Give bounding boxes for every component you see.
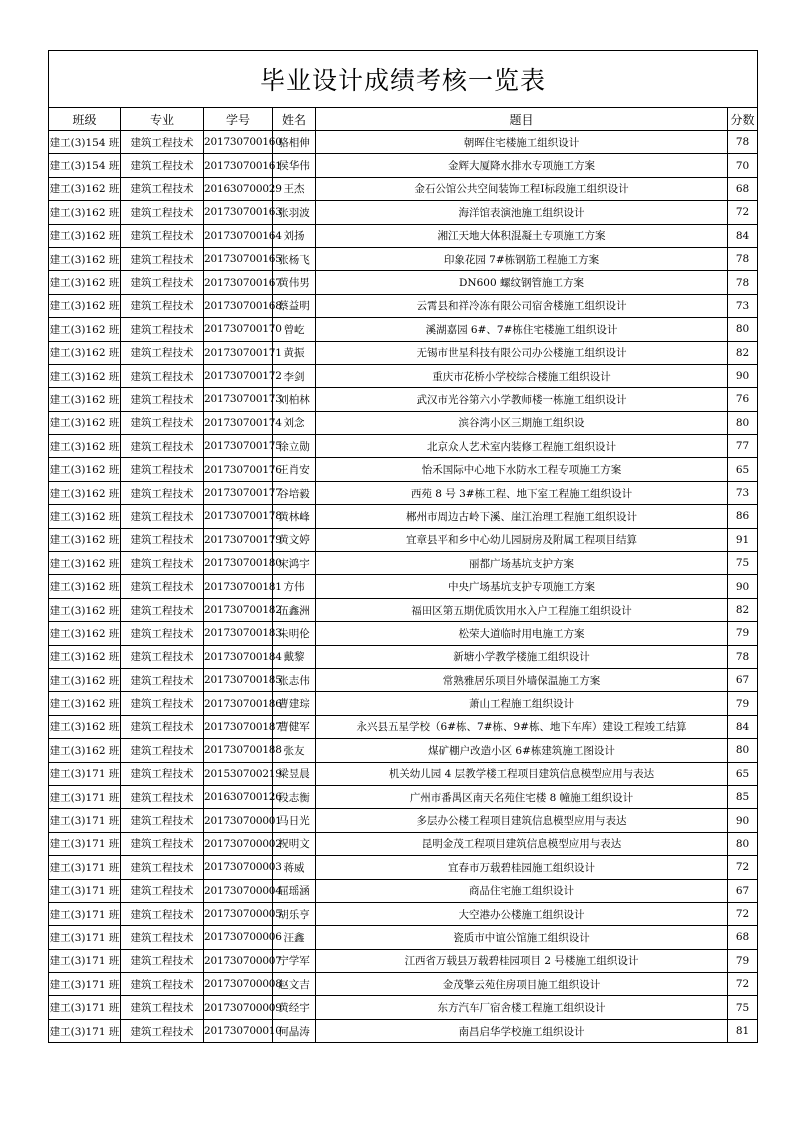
table-row [49,177,758,200]
cell-score: 91 [728,528,758,551]
cell-topic: 东方汽车厂宿舍楼工程施工组织设计 [316,996,728,1019]
cell-student-no: 201730700179 [204,528,273,551]
cell-student-no: 201730700008 [204,973,273,996]
cell-student-no: 201530700219 [204,762,273,785]
cell-score: 86 [728,505,758,528]
cell-name: 刘柏林 [273,388,316,411]
cell-name: 黄振 [273,341,316,364]
table-row [49,949,758,972]
cell-topic: 瓷质市中谊公馆施工组织设计 [316,926,728,949]
cell-name: 曹建琮 [273,692,316,715]
table-row [49,832,758,855]
table-row [49,785,758,808]
cell-score: 84 [728,715,758,738]
table-row [49,201,758,224]
cell-topic: 萧山工程施工组织设计 [316,692,728,715]
cell-name: 祝明文 [273,832,316,855]
cell-student-no: 201630700029 [204,177,273,200]
table-row [49,715,758,738]
cell-major: 建筑工程技术 [121,996,204,1019]
cell-name: 王肖安 [273,458,316,481]
cell-score: 84 [728,224,758,247]
cell-score: 68 [728,177,758,200]
cell-class: 建工(3)171 班 [49,785,121,808]
cell-score: 75 [728,996,758,1019]
cell-score: 78 [728,645,758,668]
cell-major: 建筑工程技术 [121,832,204,855]
cell-score: 77 [728,435,758,458]
cell-major: 建筑工程技术 [121,809,204,832]
cell-topic: 郴州市周边古岭下溪、崖江治理工程施工组织设计 [316,505,728,528]
cell-topic: 西苑 8 号 3#栋工程、地下室工程施工组织设计 [316,481,728,504]
cell-score: 73 [728,481,758,504]
cell-student-no: 201730700181 [204,575,273,598]
table-row [49,879,758,902]
cell-class: 建工(3)162 班 [49,622,121,645]
cell-major: 建筑工程技术 [121,505,204,528]
cell-topic: 溪湖嘉园 6#、7#栋住宅楼施工组织设计 [316,318,728,341]
cell-topic: 江西省万载县万载碧桂园项目 2 号楼施工组织设计 [316,949,728,972]
cell-student-no: 201730700002 [204,832,273,855]
cell-major: 建筑工程技术 [121,271,204,294]
cell-topic: 南昌启华学校施工组织设计 [316,1019,728,1042]
cell-student-no: 201730700007 [204,949,273,972]
cell-name: 胡乐亨 [273,902,316,925]
cell-topic: 广州市番禺区南天名苑住宅楼 8 幢施工组织设计 [316,785,728,808]
cell-name: 张杨飞 [273,247,316,270]
cell-class: 建工(3)171 班 [49,949,121,972]
cell-topic: 北京众人艺术室内装修工程施工组织设计 [316,435,728,458]
cell-major: 建筑工程技术 [121,481,204,504]
cell-topic: 多层办公楼工程项目建筑信息模型应用与表达 [316,809,728,832]
cell-topic: 湘江天地大体积混凝土专项施工方案 [316,224,728,247]
cell-major: 建筑工程技术 [121,926,204,949]
cell-score: 80 [728,411,758,434]
cell-name: 蒋威 [273,856,316,879]
cell-student-no: 201730700163 [204,201,273,224]
cell-student-no: 201730700183 [204,622,273,645]
table-row [49,505,758,528]
table-row [49,341,758,364]
table-row [49,411,758,434]
cell-topic: 丽都广场基坑支护方案 [316,552,728,575]
cell-score: 90 [728,575,758,598]
cell-major: 建筑工程技术 [121,458,204,481]
table-row [49,294,758,317]
cell-name: 徐立勋 [273,435,316,458]
cell-class: 建工(3)162 班 [49,341,121,364]
cell-score: 81 [728,1019,758,1042]
table-row [49,973,758,996]
cell-topic: 金石公馆公共空间装饰工程Ⅰ标段施工组织设计 [316,177,728,200]
cell-name: 黄林峰 [273,505,316,528]
cell-name: 黄伟男 [273,271,316,294]
cell-student-no: 201730700173 [204,388,273,411]
cell-score: 90 [728,364,758,387]
cell-class: 建工(3)162 班 [49,411,121,434]
table-row [49,622,758,645]
cell-topic: 无锡市世星科技有限公司办公楼施工组织设计 [316,341,728,364]
cell-student-no: 201730700180 [204,552,273,575]
cell-score: 78 [728,247,758,270]
cell-major: 建筑工程技术 [121,411,204,434]
table-row [49,692,758,715]
cell-class: 建工(3)171 班 [49,762,121,785]
cell-major: 建筑工程技术 [121,224,204,247]
cell-score: 78 [728,271,758,294]
cell-class: 建工(3)162 班 [49,645,121,668]
cell-name: 曾屹 [273,318,316,341]
cell-topic: 宜章县平和乡中心幼儿园厨房及附属工程项目结算 [316,528,728,551]
table-row [49,131,758,154]
cell-student-no: 201730700174 [204,411,273,434]
table-row [49,809,758,832]
table-row [49,364,758,387]
cell-topic: 常熟雅居乐项目外墙保温施工方案 [316,668,728,691]
header-topic: 题目 [316,108,728,131]
cell-major: 建筑工程技术 [121,294,204,317]
table-row [49,668,758,691]
cell-class: 建工(3)162 班 [49,739,121,762]
cell-student-no: 201730700165 [204,247,273,270]
cell-student-no: 201730700188 [204,739,273,762]
cell-topic: 松荣大道临时用电施工方案 [316,622,728,645]
cell-major: 建筑工程技术 [121,739,204,762]
cell-score: 79 [728,622,758,645]
table-row [49,575,758,598]
cell-major: 建筑工程技术 [121,856,204,879]
cell-class: 建工(3)162 班 [49,247,121,270]
cell-major: 建筑工程技术 [121,762,204,785]
cell-major: 建筑工程技术 [121,902,204,925]
cell-class: 建工(3)162 班 [49,505,121,528]
table-row [49,926,758,949]
cell-name: 李剑 [273,364,316,387]
cell-student-no: 201730700010 [204,1019,273,1042]
cell-name: 侯华伟 [273,154,316,177]
cell-student-no: 201730700184 [204,645,273,668]
cell-class: 建工(3)162 班 [49,458,121,481]
cell-score: 75 [728,552,758,575]
cell-score: 79 [728,949,758,972]
cell-major: 建筑工程技术 [121,341,204,364]
cell-class: 建工(3)162 班 [49,552,121,575]
cell-class: 建工(3)162 班 [49,481,121,504]
cell-class: 建工(3)171 班 [49,809,121,832]
header-major: 专业 [121,108,204,131]
cell-student-no: 201730700164 [204,224,273,247]
cell-name: 梁昱晨 [273,762,316,785]
cell-student-no: 201730700168 [204,294,273,317]
table-row [49,552,758,575]
cell-name: 张羽波 [273,201,316,224]
title-row [49,51,758,108]
cell-name: 宋鸿宇 [273,552,316,575]
cell-name: 段志衡 [273,785,316,808]
cell-student-no: 201730700172 [204,364,273,387]
cell-score: 68 [728,926,758,949]
header-class: 班级 [49,108,121,131]
cell-name: 谷培毅 [273,481,316,504]
cell-score: 90 [728,809,758,832]
cell-topic: 昆明金茂工程项目建筑信息模型应用与表达 [316,832,728,855]
cell-major: 建筑工程技术 [121,201,204,224]
cell-class: 建工(3)171 班 [49,902,121,925]
cell-score: 85 [728,785,758,808]
cell-name: 张志伟 [273,668,316,691]
cell-major: 建筑工程技术 [121,598,204,621]
cell-class: 建工(3)171 班 [49,996,121,1019]
cell-class: 建工(3)162 班 [49,528,121,551]
cell-class: 建工(3)162 班 [49,271,121,294]
cell-name: 曹健军 [273,715,316,738]
cell-class: 建工(3)162 班 [49,224,121,247]
table-row [49,318,758,341]
cell-topic: DN600 螺纹钢管施工方案 [316,271,728,294]
cell-topic: 永兴县五星学校（6#栋、7#栋、9#栋、地下车库）建设工程竣工结算 [316,715,728,738]
table-row [49,388,758,411]
cell-student-no: 201730700009 [204,996,273,1019]
cell-topic: 煤矿棚户改造小区 6#栋建筑施工图设计 [316,739,728,762]
cell-name: 张友 [273,739,316,762]
cell-name: 戴黎 [273,645,316,668]
cell-major: 建筑工程技术 [121,715,204,738]
table-row [49,856,758,879]
cell-name: 王杰 [273,177,316,200]
table-body [49,131,758,1043]
cell-major: 建筑工程技术 [121,645,204,668]
cell-class: 建工(3)162 班 [49,294,121,317]
cell-class: 建工(3)171 班 [49,832,121,855]
cell-name: 宁学军 [273,949,316,972]
table-row [49,481,758,504]
cell-student-no: 201730700186 [204,692,273,715]
table-row [49,1019,758,1042]
cell-topic: 宜春市万载碧桂园施工组织设计 [316,856,728,879]
cell-name: 方伟 [273,575,316,598]
table-row [49,528,758,551]
cell-name: 伍鑫洲 [273,598,316,621]
cell-class: 建工(3)162 班 [49,715,121,738]
cell-name: 黄经宇 [273,996,316,1019]
cell-name: 黄文婷 [273,528,316,551]
cell-class: 建工(3)162 班 [49,435,121,458]
cell-student-no: 201730700171 [204,341,273,364]
table-row [49,902,758,925]
cell-major: 建筑工程技术 [121,949,204,972]
cell-class: 建工(3)162 班 [49,692,121,715]
cell-score: 80 [728,318,758,341]
cell-major: 建筑工程技术 [121,668,204,691]
cell-name: 汪鑫 [273,926,316,949]
page-title: 毕业设计成绩考核一览表 [49,51,758,108]
cell-student-no: 201730700005 [204,902,273,925]
cell-topic: 大空港办公楼施工组织设计 [316,902,728,925]
cell-class: 建工(3)171 班 [49,926,121,949]
table-row [49,458,758,481]
cell-student-no: 201730700003 [204,856,273,879]
cell-score: 65 [728,762,758,785]
cell-student-no: 201630700126 [204,785,273,808]
cell-name: 蔡益明 [273,294,316,317]
cell-topic: 机关幼儿园 4 层教学楼工程项目建筑信息模型应用与表达 [316,762,728,785]
cell-score: 67 [728,668,758,691]
cell-name: 何晶涛 [273,1019,316,1042]
cell-topic: 中央广场基坑支护专项施工方案 [316,575,728,598]
cell-student-no: 201730700001 [204,809,273,832]
header-score: 分数 [728,108,758,131]
cell-name: 朱明伦 [273,622,316,645]
cell-major: 建筑工程技术 [121,364,204,387]
table-row [49,247,758,270]
cell-student-no: 201730700170 [204,318,273,341]
table-row [49,762,758,785]
cell-topic: 重庆市花桥小学校综合楼施工组织设计 [316,364,728,387]
cell-score: 72 [728,973,758,996]
table-row [49,996,758,1019]
cell-topic: 云霄县和祥冷冻有限公司宿舍楼施工组织设计 [316,294,728,317]
cell-score: 80 [728,739,758,762]
cell-major: 建筑工程技术 [121,879,204,902]
cell-student-no: 201730700160 [204,131,273,154]
cell-class: 建工(3)171 班 [49,973,121,996]
cell-student-no: 201730700177 [204,481,273,504]
header-name: 姓名 [273,108,316,131]
cell-name: 骆相伸 [273,131,316,154]
cell-score: 79 [728,692,758,715]
cell-student-no: 201730700161 [204,154,273,177]
cell-major: 建筑工程技术 [121,177,204,200]
cell-major: 建筑工程技术 [121,247,204,270]
cell-major: 建筑工程技术 [121,318,204,341]
cell-class: 建工(3)171 班 [49,1019,121,1042]
cell-class: 建工(3)154 班 [49,154,121,177]
cell-class: 建工(3)162 班 [49,318,121,341]
cell-score: 67 [728,879,758,902]
cell-score: 76 [728,388,758,411]
cell-major: 建筑工程技术 [121,435,204,458]
cell-topic: 滨谷湾小区三期施工组织设 [316,411,728,434]
cell-class: 建工(3)171 班 [49,879,121,902]
cell-class: 建工(3)162 班 [49,388,121,411]
cell-class: 建工(3)162 班 [49,668,121,691]
cell-class: 建工(3)162 班 [49,598,121,621]
table-row [49,154,758,177]
cell-score: 72 [728,856,758,879]
cell-student-no: 201730700004 [204,879,273,902]
cell-score: 82 [728,598,758,621]
cell-major: 建筑工程技术 [121,528,204,551]
cell-class: 建工(3)162 班 [49,201,121,224]
cell-topic: 金辉大厦降水排水专项施工方案 [316,154,728,177]
cell-topic: 海洋馆表演池施工组织设计 [316,201,728,224]
cell-student-no: 201730700167 [204,271,273,294]
cell-topic: 新塘小学教学楼施工组织设计 [316,645,728,668]
cell-student-no: 201730700185 [204,668,273,691]
cell-name: 赵文吉 [273,973,316,996]
cell-major: 建筑工程技术 [121,154,204,177]
table-row [49,645,758,668]
table-row [49,435,758,458]
cell-major: 建筑工程技术 [121,973,204,996]
cell-name: 刘念 [273,411,316,434]
cell-name: 马日光 [273,809,316,832]
header-row [49,108,758,131]
table-row [49,224,758,247]
cell-student-no: 201730700006 [204,926,273,949]
cell-score: 80 [728,832,758,855]
cell-class: 建工(3)154 班 [49,131,121,154]
cell-class: 建工(3)171 班 [49,856,121,879]
cell-student-no: 201730700182 [204,598,273,621]
cell-student-no: 201730700178 [204,505,273,528]
cell-topic: 怡禾国际中心地下水防水工程专项施工方案 [316,458,728,481]
cell-score: 70 [728,154,758,177]
cell-class: 建工(3)162 班 [49,575,121,598]
cell-score: 73 [728,294,758,317]
cell-major: 建筑工程技术 [121,131,204,154]
cell-class: 建工(3)162 班 [49,177,121,200]
cell-topic: 福田区第五期优质饮用水入户工程施工组织设计 [316,598,728,621]
cell-topic: 印象花园 7#栋钢筋工程施工方案 [316,247,728,270]
cell-score: 72 [728,201,758,224]
cell-score: 82 [728,341,758,364]
header-student-no: 学号 [204,108,273,131]
cell-major: 建筑工程技术 [121,692,204,715]
cell-score: 72 [728,902,758,925]
cell-score: 65 [728,458,758,481]
cell-major: 建筑工程技术 [121,575,204,598]
cell-name: 屈瑶涵 [273,879,316,902]
cell-major: 建筑工程技术 [121,622,204,645]
cell-topic: 金茂擎云苑住房项目施工组织设计 [316,973,728,996]
cell-class: 建工(3)162 班 [49,364,121,387]
table-row [49,739,758,762]
cell-student-no: 201730700187 [204,715,273,738]
cell-topic: 武汉市光谷第六小学教师楼一栋施工组织设计 [316,388,728,411]
cell-major: 建筑工程技术 [121,785,204,808]
cell-score: 78 [728,131,758,154]
table-row [49,271,758,294]
cell-student-no: 201730700175 [204,435,273,458]
cell-name: 刘扬 [273,224,316,247]
grade-table [48,50,758,1043]
cell-major: 建筑工程技术 [121,1019,204,1042]
cell-major: 建筑工程技术 [121,552,204,575]
cell-major: 建筑工程技术 [121,388,204,411]
cell-student-no: 201730700176 [204,458,273,481]
cell-topic: 商品住宅施工组织设计 [316,879,728,902]
cell-topic: 朝晖住宅楼施工组织设计 [316,131,728,154]
table-row [49,598,758,621]
